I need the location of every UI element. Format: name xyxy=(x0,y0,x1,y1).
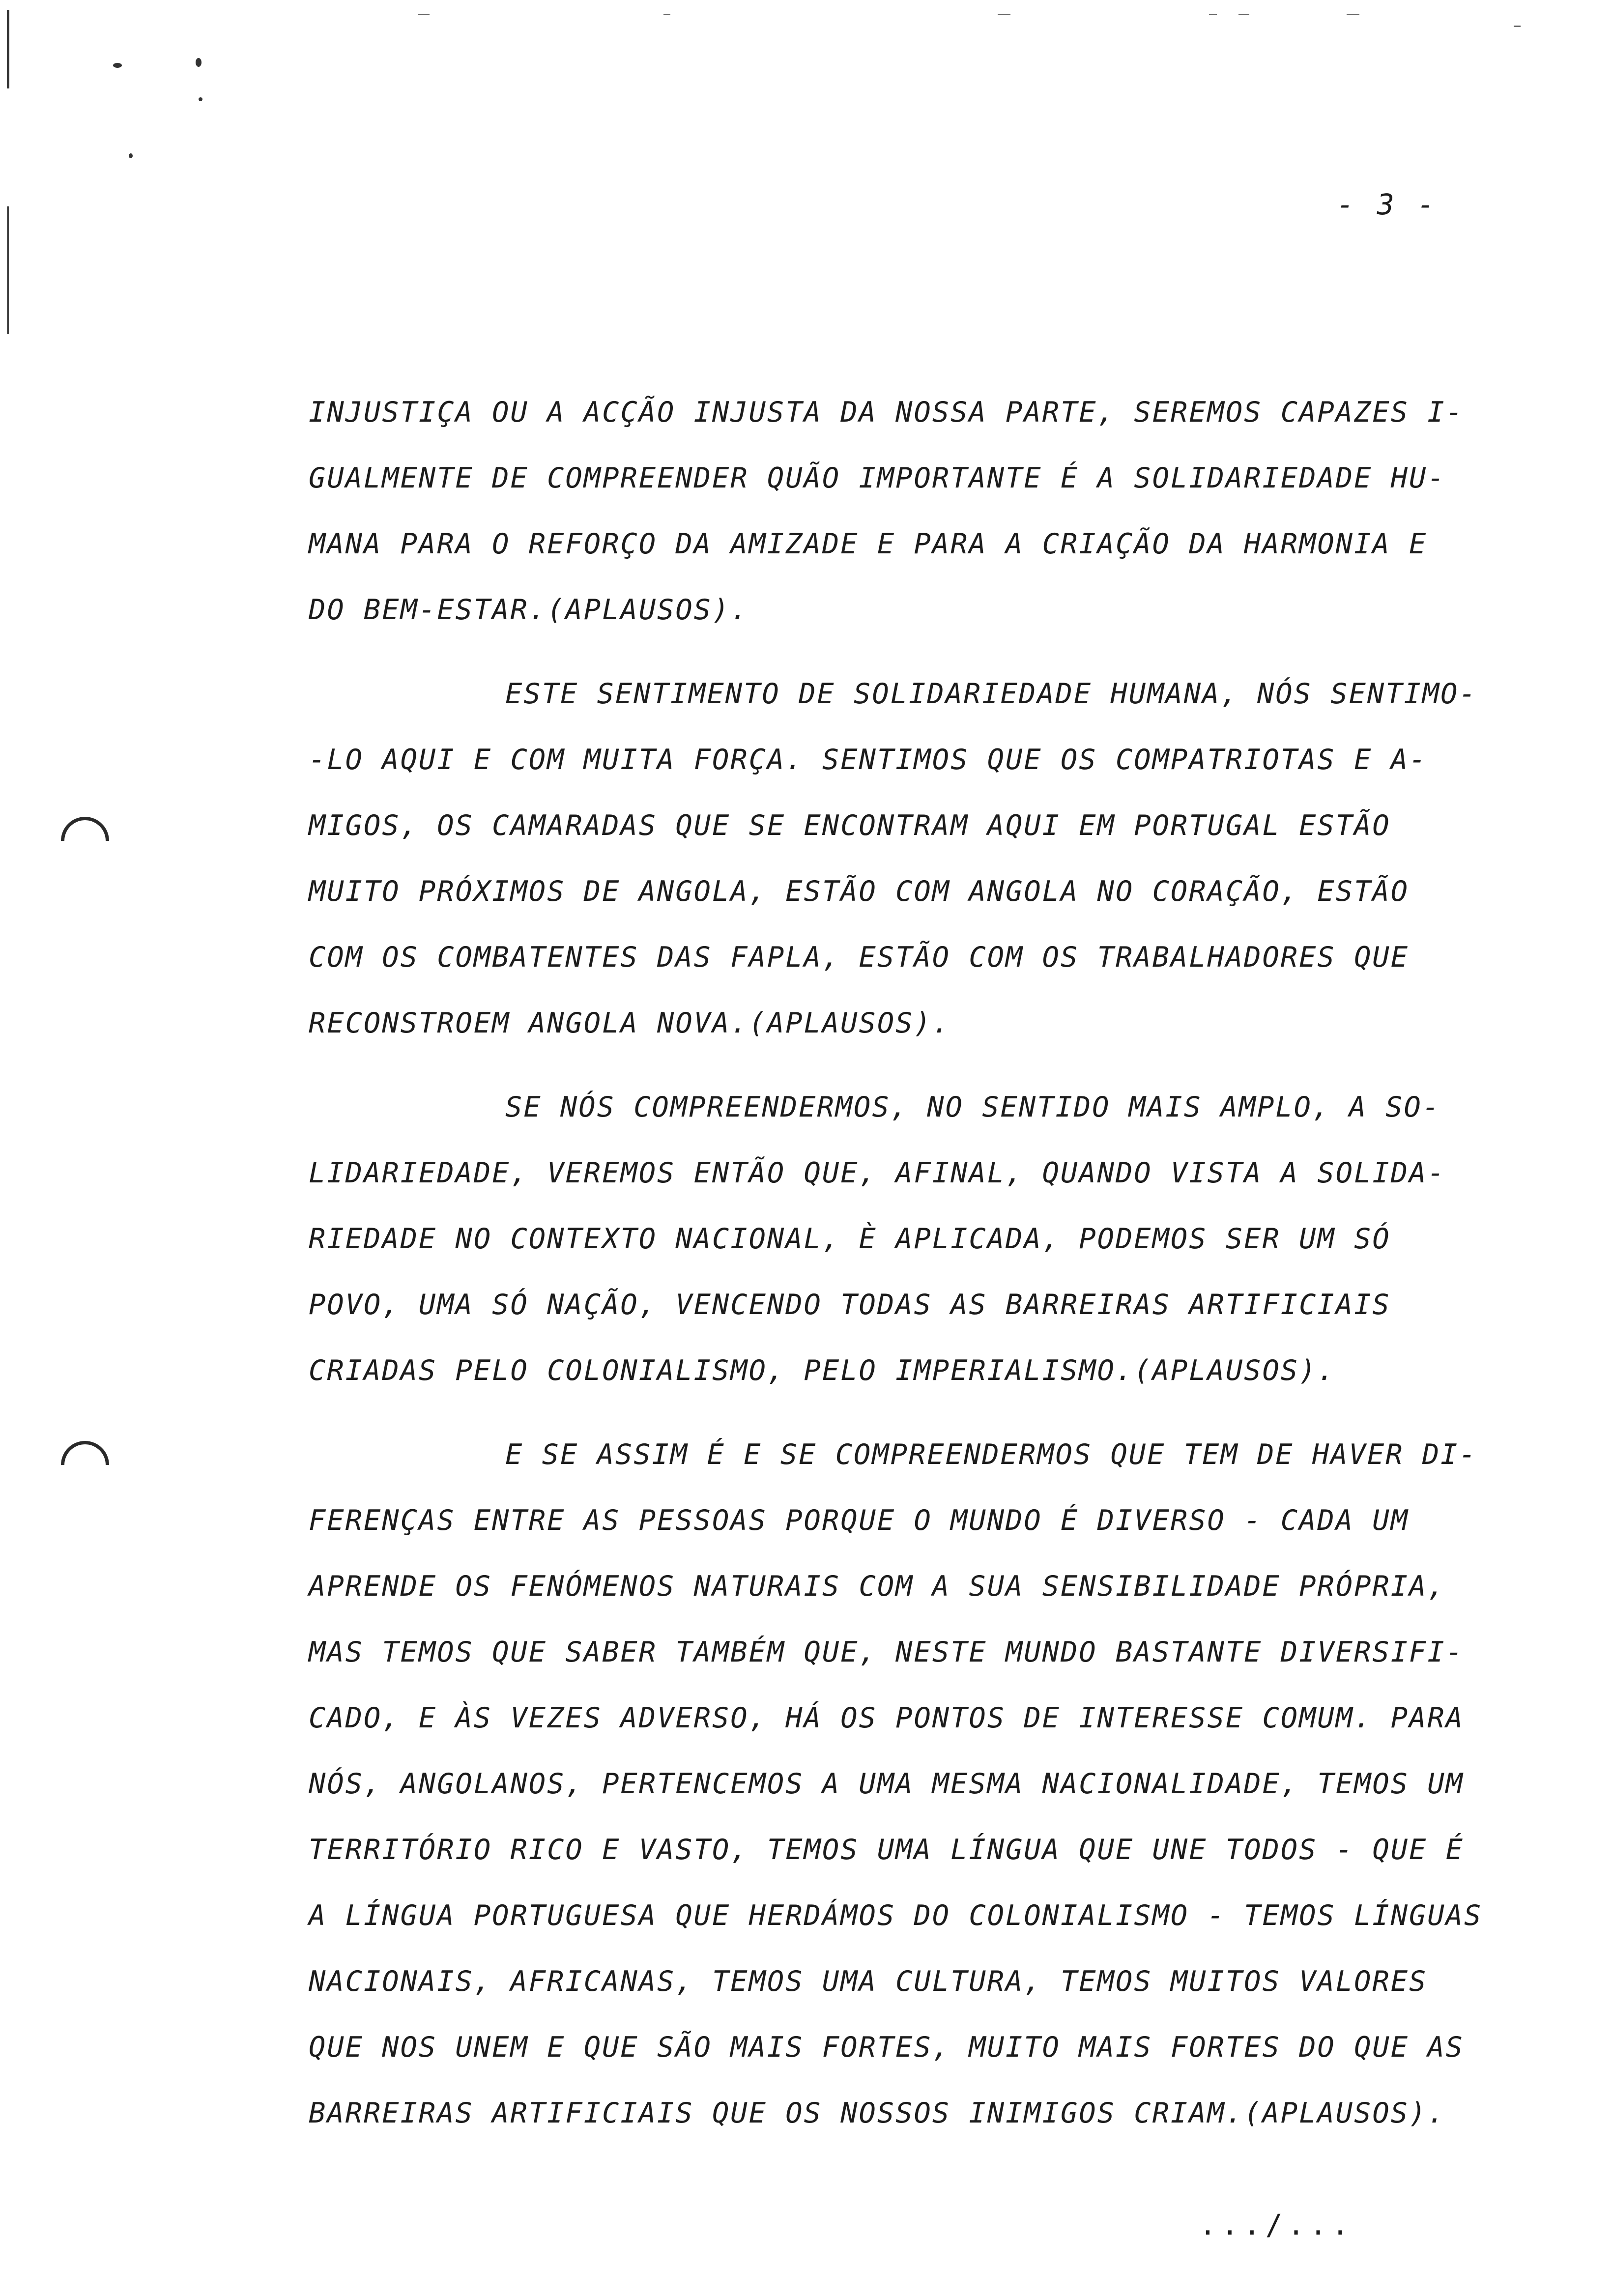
typed-text-body xyxy=(309,379,1586,2146)
continuation-mark: .../... xyxy=(1199,2208,1354,2241)
text-line: APRENDE OS FENÓMENOS NATURAIS COM A SUA SENSIBILIDADE PRÓPRIA, xyxy=(309,1570,1446,1603)
paragraph xyxy=(309,1422,1586,2146)
text-line: NÓS, ANGOLANOS, PERTENCEMOS A UMA MESMA NACIONALIDADE, TEMOS UM xyxy=(309,1768,1464,1800)
paragraph xyxy=(309,1074,1586,1404)
punch-hole xyxy=(51,1431,119,1499)
text-line: COM OS COMBATENTES DAS FAPLA, ESTÃO COM OS TRABALHADORES QUE xyxy=(309,941,1410,974)
text-line: QUE NOS UNEM E QUE SÃO MAIS FORTES, MUITO MAIS FORTES DO QUE AS xyxy=(309,2031,1464,2064)
text-line: BARREIRAS ARTIFICIAIS QUE OS NOSSOS INIMIGOS CRIAM.(APLAUSOS). xyxy=(309,2097,1446,2129)
punch-hole xyxy=(51,807,119,875)
text-line: CRIADAS PELO COLONIALISMO, PELO IMPERIALISMO.(APLAUSOS). xyxy=(309,1354,1336,1387)
text-line: NACIONAIS, AFRICANAS, TEMOS UMA CULTURA, TEMOS MUITOS VALORES xyxy=(309,1965,1428,1998)
text-line: RIEDADE NO CONTEXTO NACIONAL, È APLICADA, PODEMOS SER UM SÓ xyxy=(309,1223,1391,1255)
text-line: MAS TEMOS QUE SABER TAMBÉM QUE, NESTE MUNDO BASTANTE DIVERSIFI- xyxy=(309,1636,1464,1668)
scan-edge-mark xyxy=(7,206,9,334)
scan-speck xyxy=(199,97,202,101)
text-line: CADO, E ÀS VEZES ADVERSO, HÁ OS PONTOS DE INTERESSE COMUM. PARA xyxy=(309,1702,1464,1734)
scan-top-mark xyxy=(1238,14,1249,15)
text-line: GUALMENTE DE COMPREENDER QUÃO IMPORTANTE É A SOLIDARIEDADE HU- xyxy=(309,462,1446,494)
scan-top-mark xyxy=(418,14,430,15)
text-line: LIDARIEDADE, VEREMOS ENTÃO QUE, AFINAL, QUANDO VISTA A SOLIDA- xyxy=(309,1157,1446,1189)
text-line: A LÍNGUA PORTUGUESA QUE HERDÁMOS DO COLONIALISMO - TEMOS LÍNGUAS xyxy=(309,1899,1483,1932)
paragraph xyxy=(309,661,1586,1056)
scan-top-mark xyxy=(663,14,670,15)
text-line: SE NÓS COMPREENDERMOS, NO SENTIDO MAIS AMPLO, A SO- xyxy=(505,1091,1441,1123)
text-line: MANA PARA O REFORÇO DA AMIZADE E PARA A CRIAÇÃO DA HARMONIA E xyxy=(309,528,1428,560)
text-line: POVO, UMA SÓ NAÇÃO, VENCENDO TODAS AS BARREIRAS ARTIFICIAIS xyxy=(309,1289,1391,1321)
text-line: DO BEM-ESTAR.(APLAUSOS). xyxy=(309,594,749,626)
text-line: INJUSTIÇA OU A ACÇÃO INJUSTA DA NOSSA PARTE, SEREMOS CAPAZES I- xyxy=(309,396,1464,429)
scan-top-mark xyxy=(1347,14,1359,15)
scan-speck xyxy=(113,63,122,68)
text-line: MUITO PRÓXIMOS DE ANGOLA, ESTÃO COM ANGOLA NO CORAÇÃO, ESTÃO xyxy=(309,875,1410,908)
scan-top-mark xyxy=(1514,26,1521,27)
scan-speck xyxy=(129,153,133,158)
page-number: - 3 - xyxy=(1337,188,1438,221)
text-line: ESTE SENTIMENTO DE SOLIDARIEDADE HUMANA, NÓS SENTIMO- xyxy=(505,678,1477,710)
text-line: RECONSTROEM ANGOLA NOVA.(APLAUSOS). xyxy=(309,1007,951,1039)
paragraph xyxy=(309,379,1586,643)
text-line: E SE ASSIM É E SE COMPREENDERMOS QUE TEM DE HAVER DI- xyxy=(505,1438,1477,1471)
scan-top-mark xyxy=(1209,14,1217,15)
text-line: FERENÇAS ENTRE AS PESSOAS PORQUE O MUNDO É DIVERSO - CADA UM xyxy=(309,1504,1410,1537)
text-line: MIGOS, OS CAMARADAS QUE SE ENCONTRAM AQUI EM PORTUGAL ESTÃO xyxy=(309,809,1391,842)
text-line: -LO AQUI E COM MUITA FORÇA. SENTIMOS QUE OS COMPATRIOTAS E A- xyxy=(309,744,1428,776)
scan-edge-mark xyxy=(7,10,9,88)
text-line: TERRITÓRIO RICO E VASTO, TEMOS UMA LÍNGUA QUE UNE TODOS - QUE É xyxy=(309,1834,1464,1866)
scan-speck xyxy=(196,58,202,67)
scan-top-mark xyxy=(998,14,1010,15)
